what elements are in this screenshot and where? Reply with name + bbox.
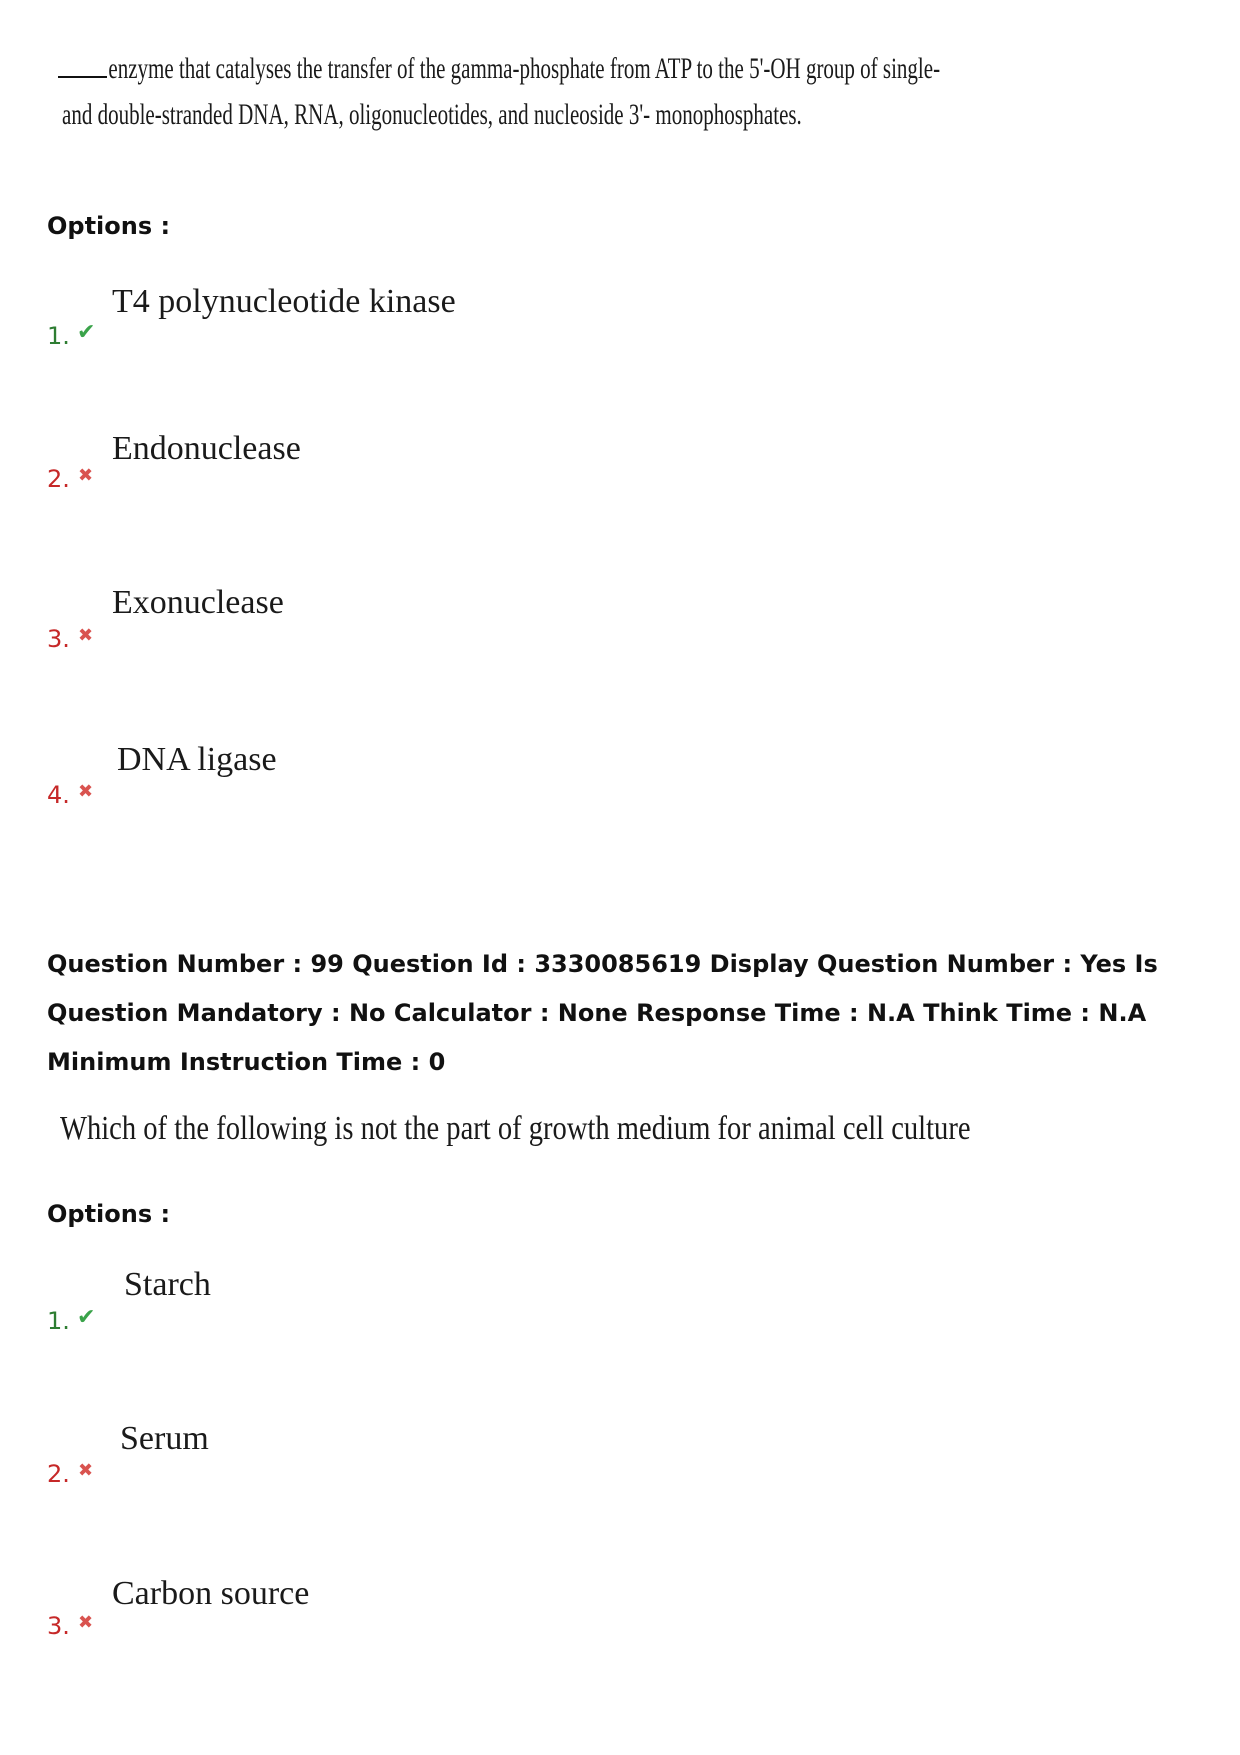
cross-icon: ✖ (78, 1612, 94, 1633)
option-text[interactable]: Endonuclease (112, 430, 301, 467)
question-98-stem-line-1 (58, 52, 940, 86)
option-number: 3. (47, 1612, 70, 1640)
question-98-stem-line-2 (62, 98, 802, 132)
cross-icon: ✖ (78, 625, 94, 646)
option-number: 4. (47, 781, 70, 809)
option-text[interactable]: DNA ligase (117, 741, 277, 778)
option-text[interactable]: Serum (120, 1420, 209, 1457)
cross-icon: ✖ (78, 465, 94, 486)
option-text[interactable]: Starch (124, 1266, 211, 1303)
cross-icon: ✖ (78, 781, 94, 802)
stem-text: and double-stranded DNA, RNA, oligonucleotides, and nucleoside 3'- monophosphates. (62, 98, 802, 131)
option-text[interactable]: Carbon source (112, 1575, 310, 1612)
option-number: 2. (47, 465, 70, 493)
option-number: 2. (47, 1460, 70, 1488)
stem-text: enzyme that catalyses the transfer of the gamma-phosphate from ATP to the 5'-OH group of single- (108, 52, 941, 85)
option-number: 3. (47, 625, 70, 653)
cross-icon: ✖ (78, 1460, 94, 1481)
fill-in-blank (58, 54, 107, 78)
option-text[interactable]: T4 polynucleotide kinase (112, 283, 456, 320)
option-number: 1. (47, 1307, 70, 1335)
check-icon: ✔ (77, 320, 96, 345)
check-icon: ✔ (77, 1305, 96, 1330)
option-text[interactable]: Exonuclease (112, 584, 284, 621)
options-label: Options : (47, 212, 171, 240)
question-99-stem: Which of the following is not the part of growth medium for animal cell culture (60, 1110, 971, 1147)
question-99-meta: Question Number : 99 Question Id : 3330085619 Display Question Number : Yes Is Question Mandatory : No Calculator : None Response Time : N.A Think Time : N.A Minimum Instruction Time : 0 (47, 950, 1158, 1076)
option-number: 1. (47, 322, 70, 350)
options-label: Options : (47, 1200, 171, 1228)
